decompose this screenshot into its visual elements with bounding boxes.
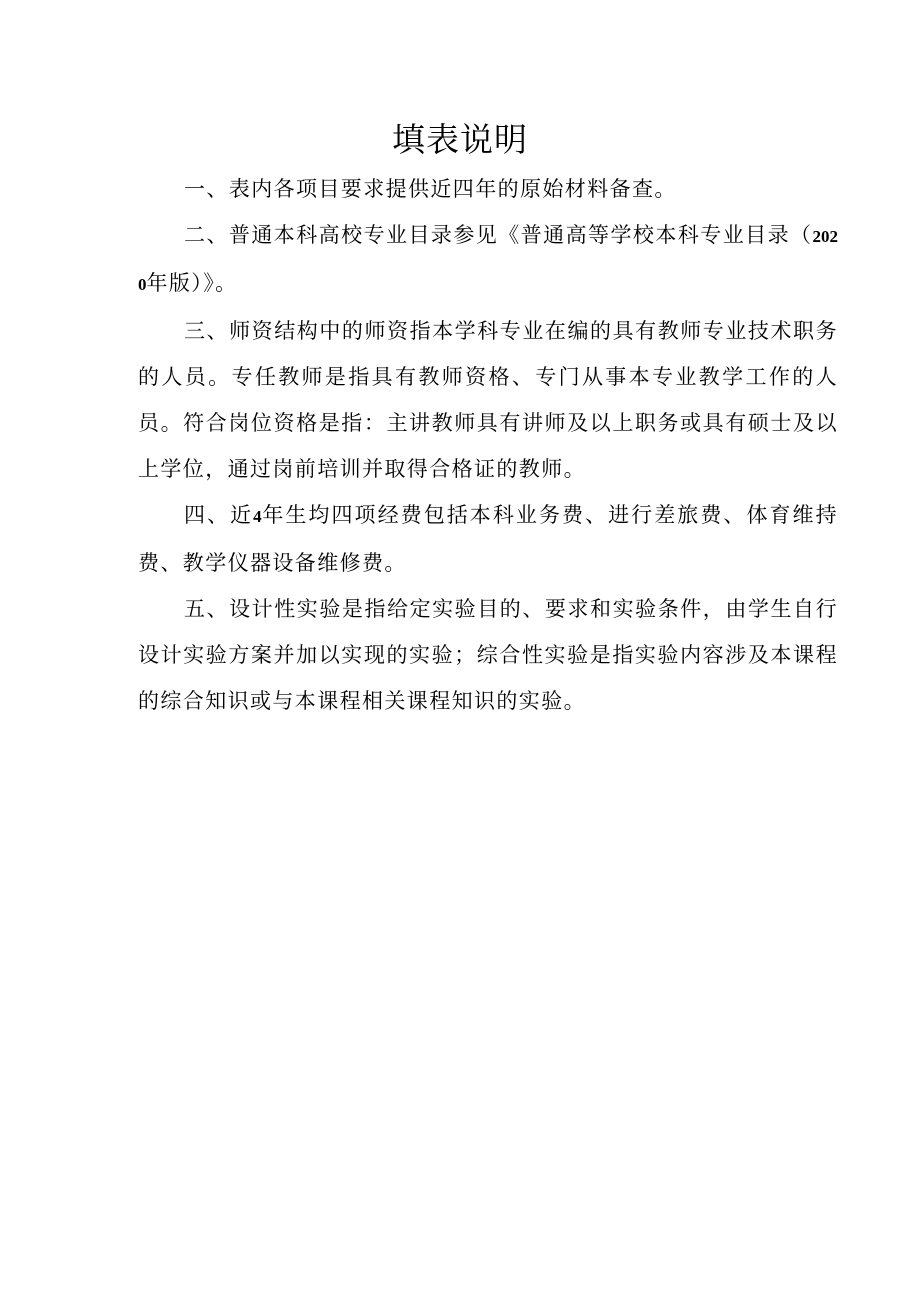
page-title: 填表说明: [392, 120, 528, 159]
catalog-year: 2020: [138, 227, 838, 294]
instruction-item-1: 一、表内各项目要求提供近四年的原始材料备查。: [184, 177, 677, 201]
instruction-item-2-text-start: 二、普通本科高校专业目录参见《普通高等学校本科专业目录（: [184, 223, 813, 247]
instructions-body: [138, 166, 838, 724]
instruction-item-4-text-start: 四、近: [184, 503, 254, 527]
instruction-item-2: [138, 212, 838, 308]
instruction-item-4: [138, 492, 838, 586]
instruction-item-2-text-end: 年版）》。: [146, 271, 238, 295]
instruction-item-5: 五、设计性实验是指给定实验目的、要求和实验条件，由学生自行设计实验方案并加以实现的实验；综合性实验是指实验内容涉及本课程的综合知识或与本课程相关课程知识的实验。: [138, 597, 838, 713]
year-count: 4: [253, 507, 262, 526]
instruction-item-3: 三、师资结构中的师资指本学科专业在编的具有教师专业技术职务的人员。专任教师是指具有教师资格、专门从事本专业教学工作的人员。符合岗位资格是指：主讲教师具有讲师及以上职务或具有硕士及以上学位，通过岗前培训并取得合格证的教师。: [138, 319, 838, 481]
instruction-item-4-text-end: 年生均四项经费包括本科业务费、进行差旅费、体育维持费、教学仪器设备维修费。: [138, 503, 839, 575]
